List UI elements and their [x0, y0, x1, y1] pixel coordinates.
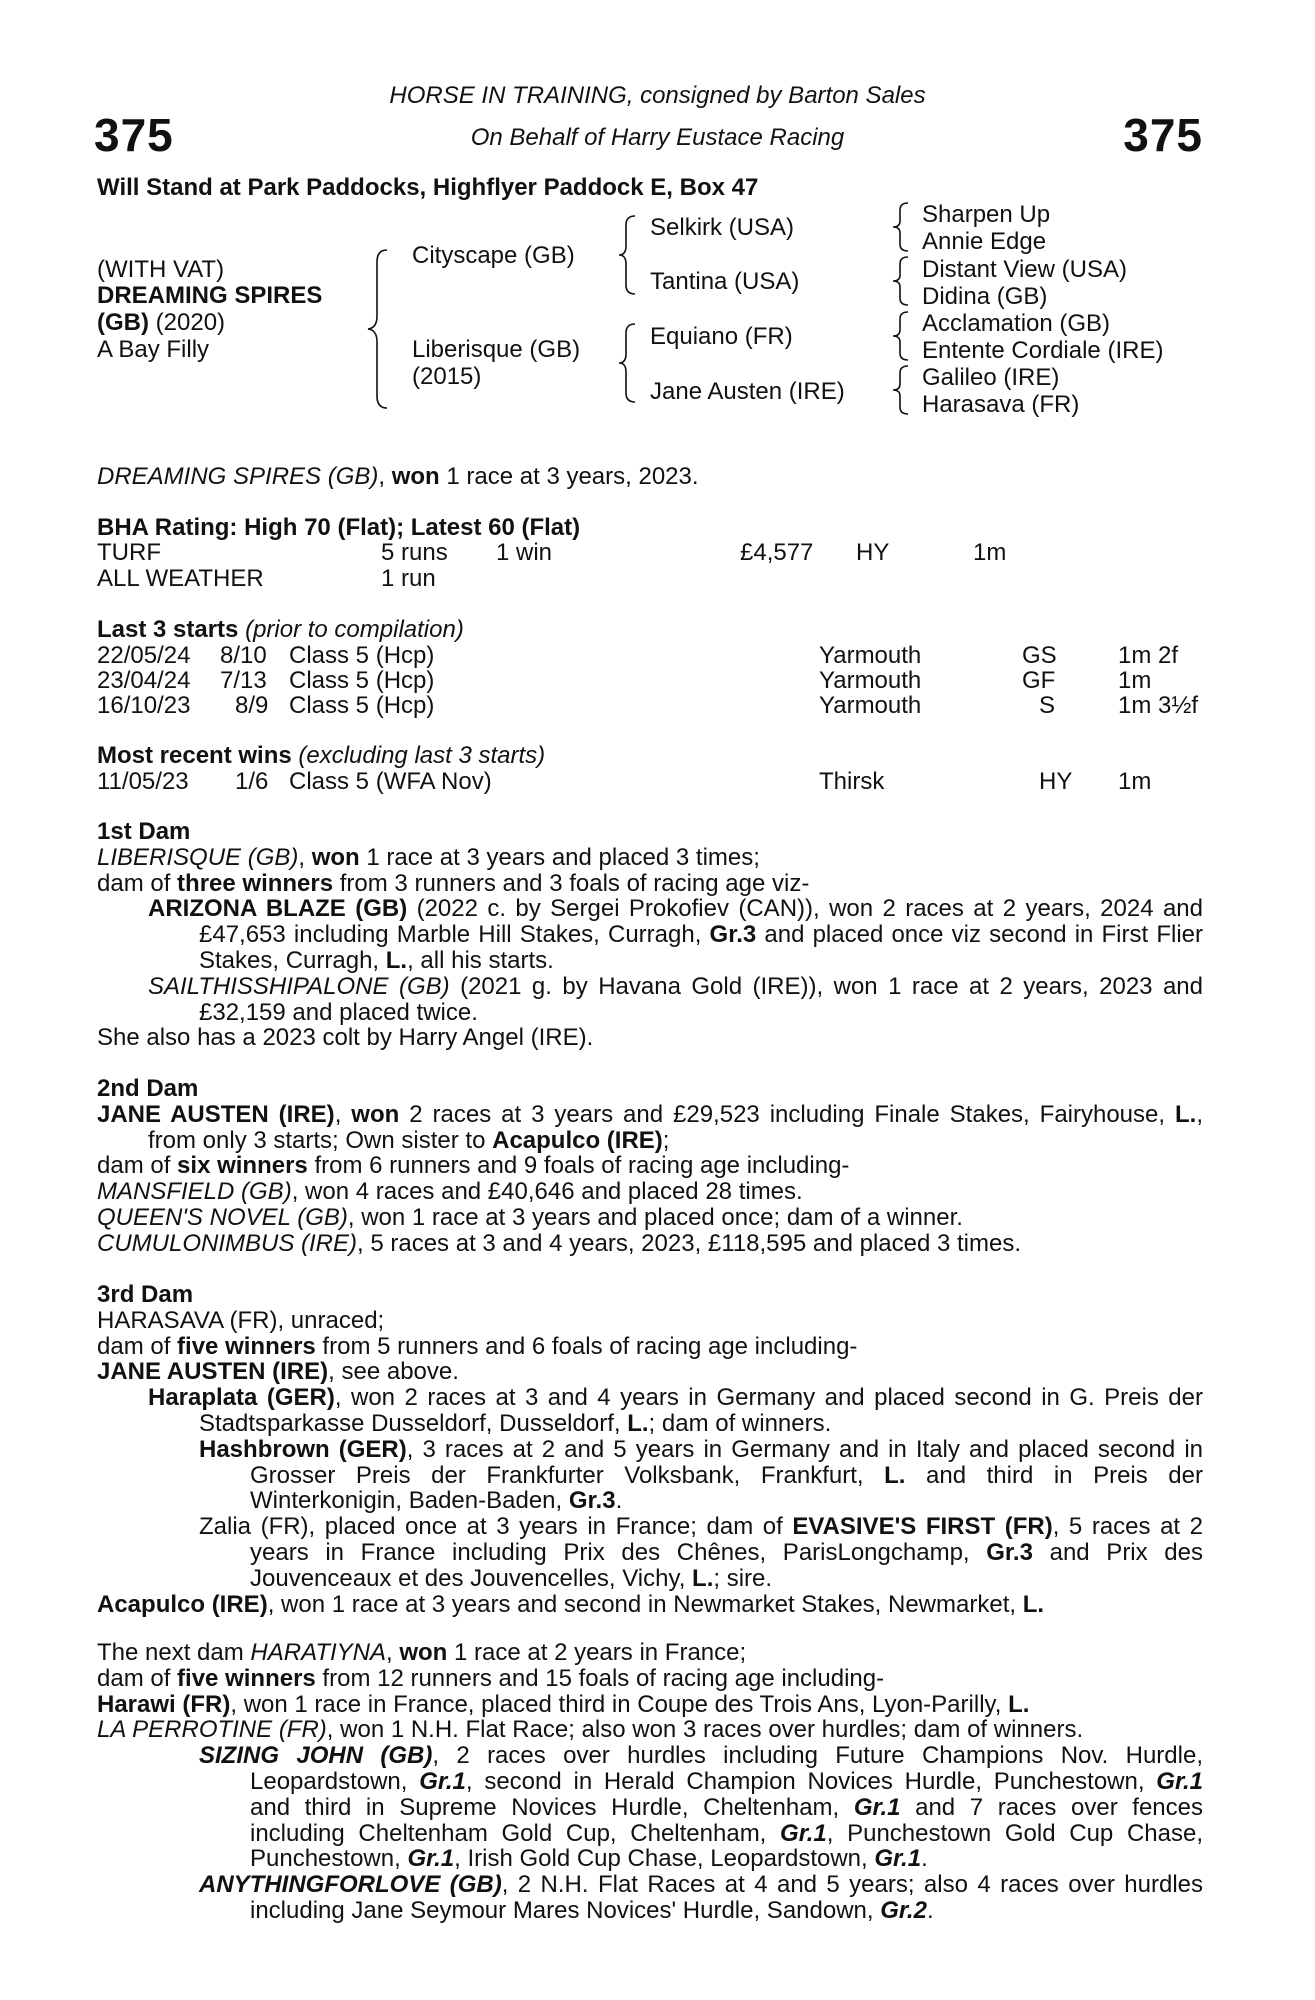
summary-name: DREAMING SPIRES (GB) [97, 463, 379, 490]
sire: Cityscape (GB) [412, 242, 575, 269]
recent-note: (excluding last 3 starts) [291, 742, 546, 769]
recent-heading [97, 742, 545, 770]
last3-pos: 7/13 [220, 667, 267, 694]
gen3-dsd: Entente Cordiale (IRE) [922, 337, 1164, 364]
brace-gen3-2 [891, 255, 911, 307]
summary-won: won [391, 463, 440, 490]
progeny-haraplata: Haraplata (GER), won 2 races at 3 and 4 years in Germany and placed second in G. Preis der Stadtsparkasse Dusseldorf, Dusseldorf, L.; dam of winners. [148, 1384, 1203, 1437]
dam-year: (2015) [412, 363, 482, 390]
last3-race: Class 5 (Hcp) [289, 667, 435, 694]
gen3-ddd: Harasava (FR) [922, 391, 1080, 418]
last3-note: (prior to compilation) [238, 616, 464, 643]
vat-note: (WITH VAT) [97, 256, 225, 283]
recent-date: 11/05/23 [97, 768, 189, 795]
third-dam-section [97, 1282, 1203, 1617]
progeny-acapulco: Acapulco (IRE), won 1 race at 3 years and second in Newmarket Stakes, Newmarket, L. [97, 1590, 1045, 1618]
last3-dist: 1m 3½f [1118, 692, 1199, 719]
progeny-harawi: Harawi (FR), won 1 race in France, placed third in Coupe des Trois Ans, Lyon-Parilly, L. [97, 1690, 1030, 1718]
last3-date: 23/04/24 [97, 667, 191, 694]
last3-heading [97, 616, 464, 644]
sire-sire: Selkirk (USA) [650, 214, 795, 241]
next-dam-section [97, 1640, 1203, 1924]
recent-course: Thirsk [819, 768, 885, 795]
second-dam-produce: dam of six winners from 6 runners and 9 foals of racing age including- [97, 1152, 850, 1180]
third-dam-line: HARASAVA (FR), unraced; [97, 1306, 385, 1334]
progeny-arizona-blaze: ARIZONA BLAZE (GB) (2022 c. by Sergei Prokofiev (CAN)), won 2 races at 2 years, 2024 and £47,653 including Marble Hill Stakes, Curragh, Gr.3 and placed once viz second in First Flier Stakes, Curragh, L., all his starts. [148, 895, 1204, 974]
progeny-hashbrown: Hashbrown (GER), 3 races at 2 and 5 years in Germany and in Italy and placed second in Grosser Preis der Frankfurter Volksbank, Frankfurt, L. and third in Preis der Winterkonigin, Baden-Baden, Gr.3. [199, 1435, 1204, 1515]
race-summary: DREAMING SPIRES (GB), won 1 race at 3 years, 2023. [97, 463, 699, 490]
last3-going: GF [1022, 667, 1056, 694]
lot-number-right: 375 [1123, 109, 1203, 161]
rating-turf-prize: £4,577 [740, 539, 814, 566]
gen3-sss: Sharpen Up [922, 201, 1051, 228]
dam: Liberisque (GB) [412, 336, 581, 363]
last3-course: Yarmouth [819, 642, 922, 669]
brace-gen3-3 [891, 310, 911, 362]
horse-country: (GB) [97, 309, 149, 336]
header-vendor: On Behalf of Harry Eustace Racing [470, 124, 845, 151]
sire-brace [617, 214, 639, 296]
progeny-la-perrotine: LA PERROTINE (FR), won 1 N.H. Flat Race; also won 3 races over hurdles; dam of winners. [97, 1716, 1084, 1744]
last3-pos: 8/10 [220, 642, 267, 669]
rating-turf-wins: 1 win [496, 539, 553, 566]
recent-dist: 1m [1118, 768, 1152, 795]
last3-going: GS [1022, 642, 1057, 669]
recent-race: Class 5 (WFA Nov) [289, 768, 492, 795]
recent-title: Most recent wins [97, 742, 292, 769]
horse-year: (2020) [148, 309, 226, 336]
last3-dist: 1m 2f [1118, 642, 1179, 669]
last3-pos: 8/9 [235, 692, 269, 719]
dam-brace [617, 322, 639, 404]
next-dam-line: The next dam HARATIYNA, won 1 race at 2 years in France; [97, 1639, 747, 1666]
header-consignor: HORSE IN TRAINING, consigned by Barton Sales [389, 82, 926, 109]
gen3-dss: Acclamation (GB) [922, 310, 1111, 337]
horse-origin-line [97, 309, 225, 336]
stand-location: Will Stand at Park Paddocks, Highflyer Paddock E, Box 47 [97, 174, 759, 201]
first-dam-produce: dam of three winners from 3 runners and 3 foals of racing age viz- [97, 869, 810, 897]
third-dam-title: 3rd Dam [97, 1281, 194, 1308]
rating-turf-dist: 1m [973, 539, 1007, 566]
progeny-zalia: Zalia (FR), placed once at 3 years in France; dam of EVASIVE'S FIRST (FR), 5 races at 2 years in France including Prix des Chênes, ParisLongchamp, Gr.3 and Prix des Jouvenceaux et des Jouvencelles, Vichy, L.; sire. [199, 1513, 1203, 1592]
first-dam-section [97, 819, 1203, 1051]
first-dam-title: 1st Dam [97, 818, 191, 845]
gen3-ssd: Annie Edge [922, 228, 1047, 255]
dam-sire: Equiano (FR) [650, 323, 793, 350]
last3-date: 22/05/24 [97, 642, 191, 669]
dam-dam: Jane Austen (IRE) [650, 378, 845, 405]
main-brace [365, 248, 395, 410]
recent-pos: 1/6 [235, 768, 269, 795]
last3-course: Yarmouth [819, 692, 922, 719]
last3-race: Class 5 (Hcp) [289, 692, 435, 719]
bha-rating-title: BHA Rating: High 70 (Flat); Latest 60 (Flat) [97, 514, 581, 541]
next-dam-produce: dam of five winners from 12 runners and 15 foals of racing age including- [97, 1664, 885, 1692]
last3-dist: 1m [1118, 667, 1152, 694]
progeny-anythingforlove: ANYTHINGFORLOVE (GB), 2 N.H. Flat Races at 4 and 5 years; also 4 races over hurdles including Jane Seymour Mares Novices' Hurdle, Sandown, Gr.2. [199, 1871, 1203, 1924]
recent-going: HY [1039, 768, 1073, 795]
last3-race: Class 5 (Hcp) [289, 642, 435, 669]
last3-title: Last 3 starts [97, 616, 239, 643]
last3-date: 16/10/23 [97, 692, 191, 719]
brace-gen3-1 [891, 201, 911, 253]
progeny-cumulonimbus: CUMULONIMBUS (IRE), 5 races at 3 and 4 years, 2023, £118,595 and placed 3 times. [97, 1229, 1022, 1257]
horse-name: DREAMING SPIRES [97, 282, 323, 309]
third-dam-produce: dam of five winners from 5 runners and 6 foals of racing age including- [97, 1332, 858, 1360]
sire-dam: Tantina (USA) [650, 268, 800, 295]
second-dam-line: JANE AUSTEN (IRE), won 2 races at 3 years and £29,523 including Finale Stakes, Fairyhouse, L., from only 3 starts; Own sister to Acapulco (IRE); [97, 1100, 1203, 1154]
progeny-jane-austen: JANE AUSTEN (IRE), see above. [97, 1358, 459, 1386]
brace-gen3-4 [891, 364, 911, 416]
lot-number-left: 375 [94, 109, 174, 161]
first-dam-line: LIBERISQUE (GB), won 1 race at 3 years and placed 3 times; [97, 843, 760, 871]
gen3-sdd: Didina (GB) [922, 283, 1048, 310]
horse-sex: A Bay Filly [97, 336, 210, 363]
gen3-dds: Galileo (IRE) [922, 364, 1060, 391]
rating-aw-runs: 1 run [381, 565, 436, 592]
progeny-queens-novel: QUEEN'S NOVEL (GB), won 1 race at 3 years and placed once; dam of a winner. [97, 1203, 963, 1231]
progeny-sizing-john: SIZING JOHN (GB), 2 races over hurdles including Future Champions Nov. Hurdle, Leopardstown, Gr.1, second in Herald Champion Novices Hurdle, Punchestown, Gr.1 and third in Supreme Novices Hurdle, Cheltenham, Gr.1 and 7 races over fences including Cheltenham Gold Cup, Cheltenham, Gr.1, Punchestown Gold Cup Chase, Punchestown, Gr.1, Irish Gold Cup Chase, Leopardstown, Gr.1. [199, 1742, 1203, 1873]
rating-turf-surface: TURF [97, 539, 161, 566]
rating-aw-surface: ALL WEATHER [97, 565, 264, 592]
last3-going: S [1039, 692, 1056, 719]
rating-turf-runs: 5 runs [381, 539, 448, 566]
gen3-sds: Distant View (USA) [922, 256, 1127, 283]
first-dam-foal-note: She also has a 2023 colt by Harry Angel (IRE). [97, 1024, 594, 1052]
progeny-mansfield: MANSFIELD (GB), won 4 races and £40,646 and placed 28 times. [97, 1178, 803, 1206]
second-dam-section [97, 1076, 1203, 1257]
progeny-sailthisshipalone: SAILTHISSHIPALONE (GB) (2021 g. by Havana Gold (IRE)), won 1 race at 2 years, 2023 and £32,159 and placed twice. [148, 972, 1204, 1026]
rating-turf-going: HY [856, 539, 890, 566]
summary-rest: 1 race at 3 years, 2023. [439, 463, 699, 490]
last3-course: Yarmouth [819, 667, 922, 694]
second-dam-title: 2nd Dam [97, 1075, 199, 1102]
